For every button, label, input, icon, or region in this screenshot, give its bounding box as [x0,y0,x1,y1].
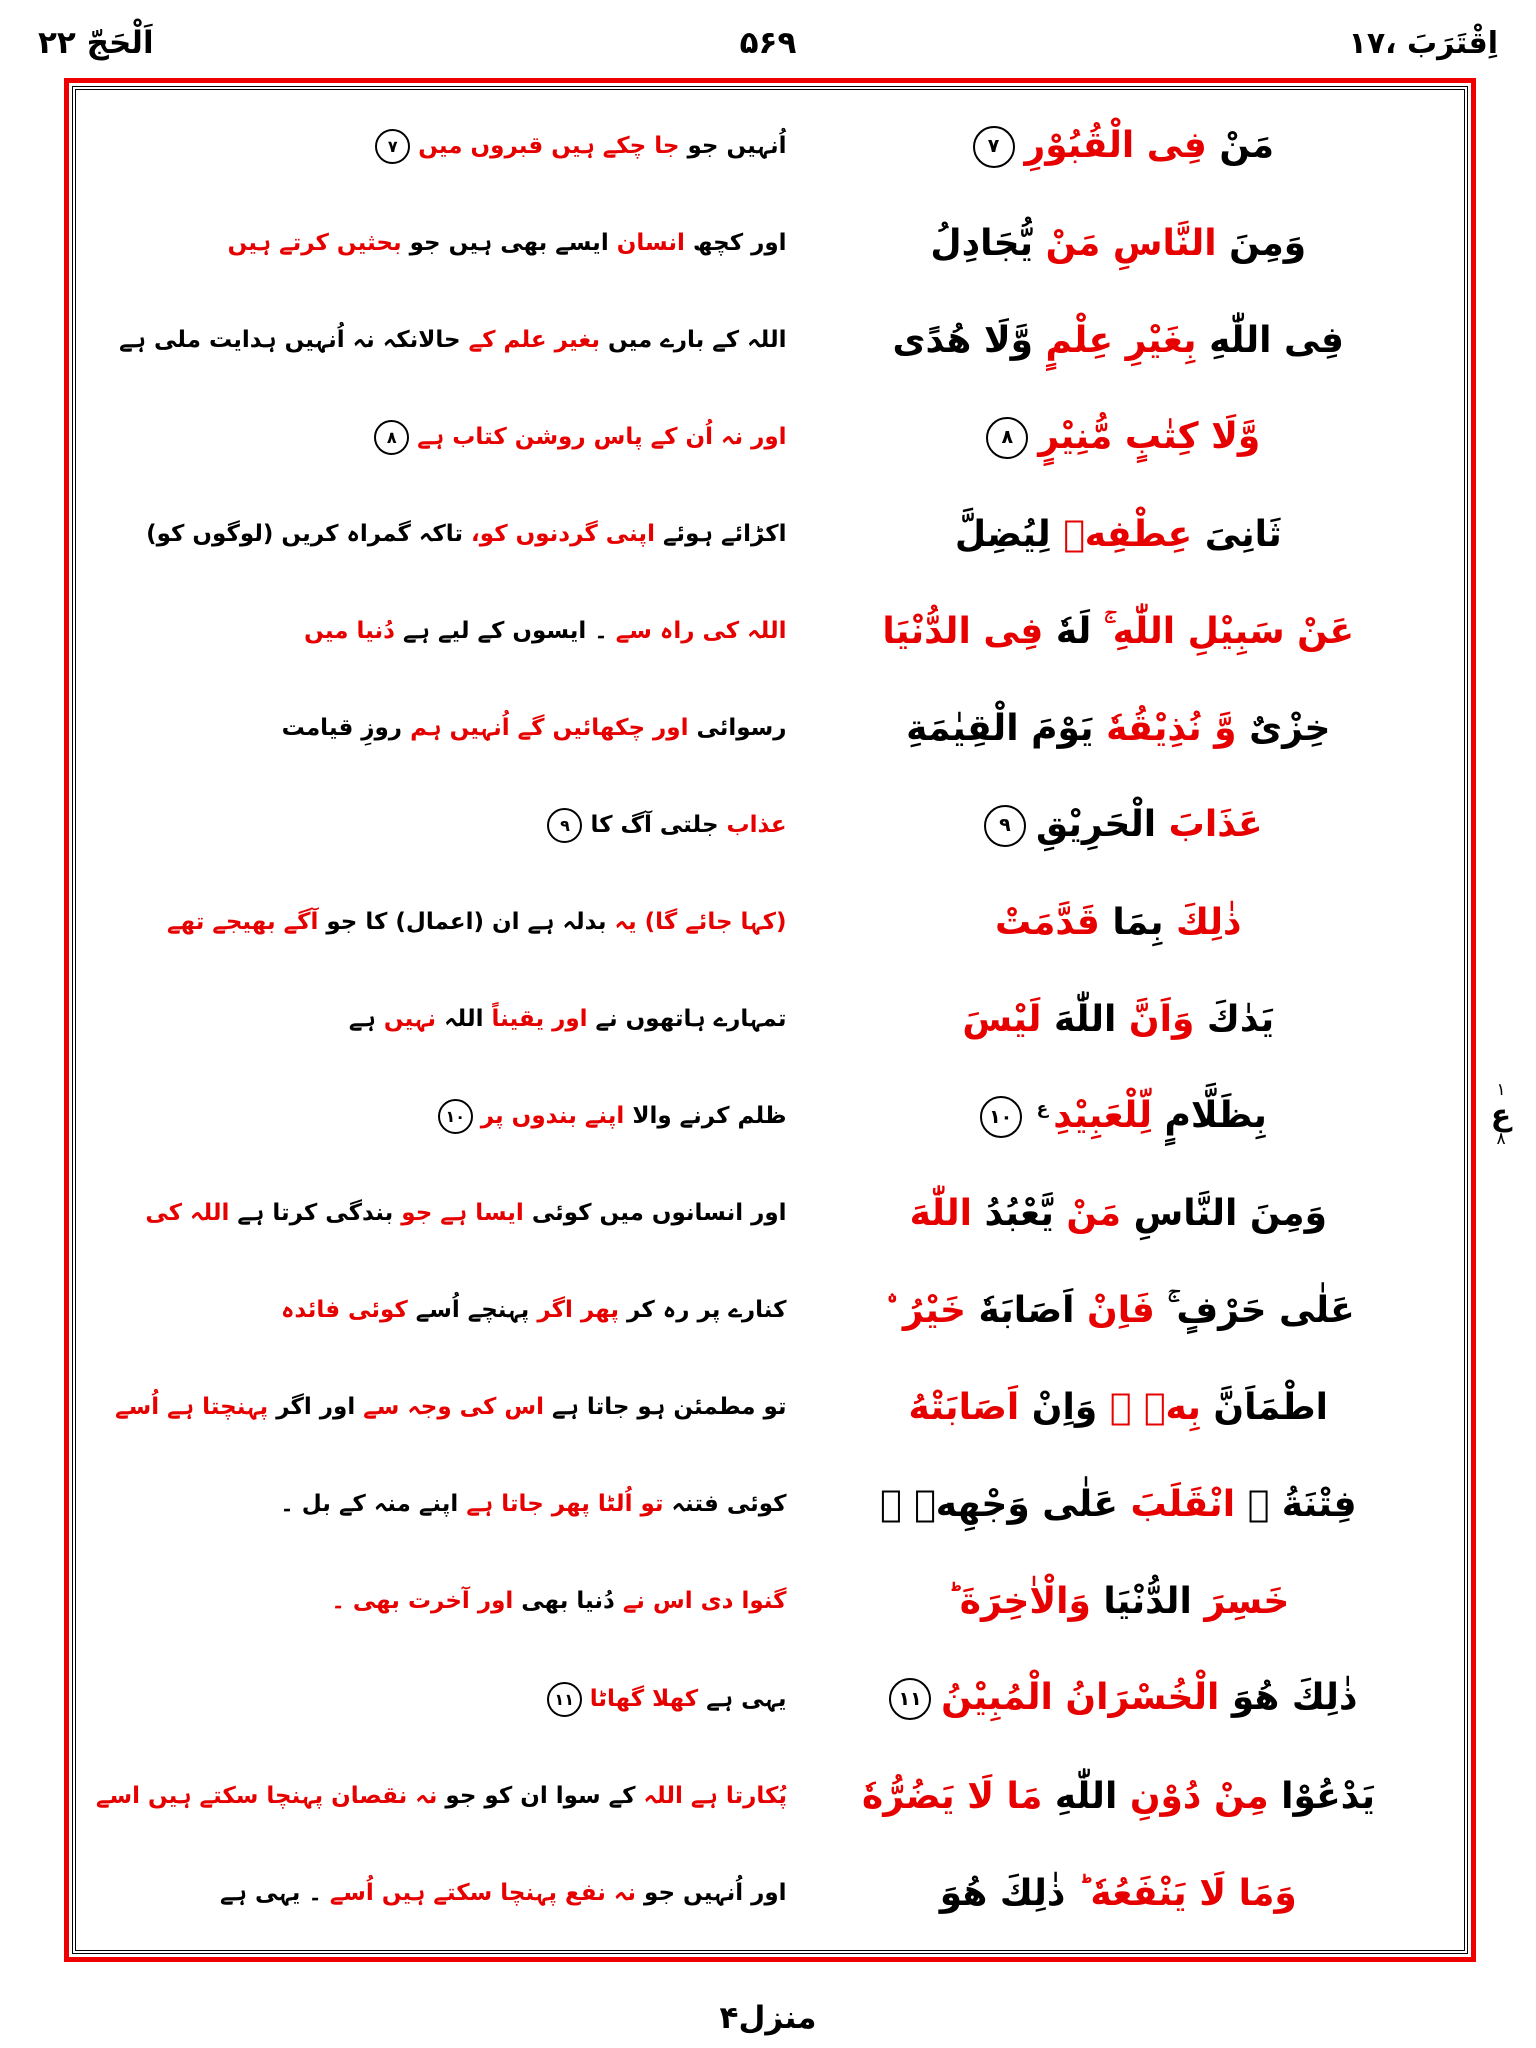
text-segment: اس کی وجہ سے [355,1394,544,1421]
text-segment: ذٰلِكَ هُوَ [1219,1677,1358,1719]
text-segment: انسان [608,229,685,256]
text-segment: حالانکہ نہ اُنہیں ہدایت ملی ہے [119,326,461,353]
text-segment: لِّلْعَبِیْدِ [1053,1094,1153,1136]
verse-row [90,777,1450,874]
text-segment: دُنیا بھی [513,1588,615,1615]
text-segment: عَنْ سَبِیْلِ اللّٰهِ ۚ [1091,610,1355,652]
text-segment: وَمَا لَا یَنْفَعُهٗ ؕ [1065,1872,1297,1914]
urdu-translation-line [90,909,787,937]
text-segment: اللّٰهَ [1041,999,1117,1041]
arabic-line [787,1582,1450,1622]
text-segment: وَّ نُذِیْقُهٗ [1093,708,1237,749]
text-segment: مَنْ [1206,124,1275,166]
text-segment: نہ نفع پہنچا سکتے ہیں اُسے [321,1879,637,1906]
urdu-translation-line [90,1394,787,1422]
verse-row [90,1845,1450,1942]
ayah-marker: ٨ [986,417,1028,459]
urdu-translation-line [90,327,787,355]
text-segment: لَیْسَ [962,999,1042,1041]
text-segment: عَلٰی وَجْهِهٖ ۚ [880,1484,1118,1526]
text-segment: ظلم کرنے والا [624,1103,787,1130]
juz-title: اِقْتَرَبَ ،۱۷ [1348,25,1498,61]
text-segment: الدُّنْیَا [1090,1581,1192,1623]
text-segment: خَسِرَ [1191,1581,1290,1623]
urdu-translation-line [90,1099,787,1134]
text-segment: بِهٖ ۚ [1097,1387,1201,1429]
arabic-line [787,126,1450,168]
verse-row [90,195,1450,292]
ruku-marker [1478,1082,1524,1149]
text-segment: اور چکھائیں گے اُنہیں ہم [402,715,689,741]
text-segment: اکڑائے ہوئے [654,520,787,547]
verse-row [90,1748,1450,1845]
text-segment: بندگی کرتا ہے [229,1200,394,1227]
manzil-label: منزل۴ [719,2000,817,2036]
urdu-translation-line [90,1880,787,1908]
text-segment: پُکارتا ہے اللہ [635,1782,788,1809]
text-segment: تو اُلٹا پھر جاتا ہے [458,1491,664,1518]
text-segment: وَاِنْ [1019,1387,1098,1429]
verse-row [90,1554,1450,1651]
ain-icon: ع [1490,1097,1512,1133]
text-segment: اپنی گردنوں کو، [463,520,655,547]
text-segment: اُنہیں جو [679,133,787,160]
ayah-marker: ١٠ [980,1096,1022,1138]
text-segment: اللہ کے بارے میں [599,326,787,353]
text-segment: اللّٰهَ [909,1193,972,1235]
ayah-marker: ٩ [984,805,1026,847]
text-segment: بِمَا [1099,902,1164,944]
ayah-marker: ٧ [375,129,410,164]
ayah-marker: ١١ [889,1678,931,1720]
text-segment: یہی ہے [698,1685,787,1712]
text-segment: وَّلَا كِتٰبٍ مُّنِیْرٍ [1038,415,1261,457]
arabic-line [787,805,1450,847]
text-segment: اللہ کی راہ سے [607,617,787,644]
text-segment: خَیْرُ ۨ [881,1290,966,1332]
text-segment: مِنْ دُوْنِ [1117,1775,1269,1817]
text-segment: ذٰلِكَ هُوَ [939,1872,1066,1914]
text-segment: نہ نقصان پہنچا سکتے ہیں اسے [96,1782,438,1809]
ruku-number-bottom: ۸ [1496,1129,1506,1150]
urdu-translation-line [90,1297,787,1325]
text-segment: الْحَرِیْقِ [1035,803,1157,845]
ayah-marker: ١١ [547,1682,582,1717]
urdu-translation-line [90,230,787,258]
text-segment: بدلہ ہے ان (اعمال) کا جو [318,909,607,936]
arabic-line [787,1777,1450,1817]
text-segment: اور اُنہیں جو [636,1879,787,1906]
urdu-translation-line [90,618,787,646]
page-number: ۵۶۹ [739,25,797,61]
text-segment: خِزْیٌ [1236,708,1331,749]
urdu-translation-line [90,1588,787,1616]
verse-row [90,486,1450,583]
text-segment: (کہا جائے گا) یہ [606,909,787,936]
text-segment: کنارے پر رہ کر [619,1297,787,1324]
text-segment: وَّلَا هُدًی [892,319,1034,361]
text-segment: فِتْنَةُ ۨ [1235,1484,1357,1526]
urdu-translation-line [90,1006,787,1034]
text-segment: قَدَّمَتْ [995,902,1100,944]
text-segment: جلتی آگ کا [590,812,719,839]
text-segment: تو مطمئن ہو جاتا ہے [543,1394,787,1421]
verse-row [90,98,1450,195]
surah-title: اَلْحَجّ ٢٢ [37,25,154,61]
arabic-line [787,417,1450,459]
arabic-line [787,515,1450,555]
verse-row [90,1457,1450,1554]
text-segment: ذٰلِكَ [1163,902,1242,944]
ayah-marker: ١٠ [438,1099,473,1134]
text-segment: کوئی فتنہ [663,1491,787,1518]
text-segment: یَوْمَ الْقِیٰمَةِ [906,708,1094,749]
text-segment: یَدْعُوْا [1268,1775,1375,1817]
verse-row [90,1360,1450,1457]
text-segment: یَدٰكَ [1194,999,1275,1041]
text-segment: پہنچتا ہے اُسے [115,1394,269,1421]
arabic-line [787,1388,1450,1428]
verse-row [90,680,1450,777]
text-segment: پھر اگر [529,1297,620,1324]
arabic-line [787,1291,1450,1331]
text-segment: اطْمَاَنَّ [1200,1387,1329,1429]
text-segment: بغیر علم کے [460,326,600,353]
text-segment: نہیں [375,1006,437,1033]
ayah-marker: ٨ [374,420,409,455]
text-segment: جا چکے ہیں قبروں میں [418,133,680,160]
arabic-line [787,1485,1450,1525]
text-segment: وَالْاٰخِرَةَ ؕ [947,1581,1091,1623]
arabic-line [787,1096,1450,1138]
urdu-translation-line [90,1200,787,1228]
text-segment: کوئی فائدہ [280,1297,408,1324]
text-segment: اور نہ اُن کے پاس روشن کتاب ہے [417,424,787,451]
text-segment: اَصَابَهٗ [965,1290,1075,1332]
text-segment: اپنے منہ کے بل ۔ [280,1491,459,1518]
ayah-marker: ٩ [547,808,582,843]
text-segment: ۔ ایسوں کے لیے ہے [394,617,608,644]
text-segment: اور انسانوں میں کوئی [523,1200,787,1227]
verses-container [72,86,1468,1954]
text-segment: کھلا گھاٹا [589,1685,699,1712]
text-segment: اپنے بندوں پر [480,1103,625,1130]
text-segment: اَصَابَتْهُ [908,1387,1020,1429]
verse-row [90,1068,1450,1165]
arabic-line [787,224,1450,264]
verse-row [90,971,1450,1068]
text-segment: گنوا دی اس نے [614,1588,787,1615]
text-segment: مَا لَا یَضُرُّهٗ [862,1775,1043,1817]
text-segment: بِظَلَّامٍ [1152,1094,1267,1136]
verse-row [90,1166,1450,1263]
text-segment: بحثیں کرتے ہیں [227,229,402,256]
arabic-line [787,903,1450,943]
text-segment: اور کچھ [684,229,787,256]
text-segment: کے سوا ان کو جو [437,1782,636,1809]
text-segment: ۔ یہی ہے [220,1879,322,1906]
urdu-translation-line [90,1682,787,1717]
text-segment: وَمِنَ [1216,222,1307,264]
text-segment: آگے بھیجے تھے [167,909,319,936]
text-segment: وَاَنَّ [1116,999,1195,1041]
text-segment: پہنچے اُسے [407,1297,530,1324]
text-segment: لِیُضِلَّ [954,513,1051,555]
text-segment: اور اگر [268,1394,356,1421]
text-segment: مَنْ [1053,1193,1122,1235]
text-segment: وَمِنَ النَّاسِ [1121,1193,1327,1235]
text-segment: اللہ [436,1006,484,1033]
urdu-translation-line [90,1783,787,1811]
text-segment: ایسے بھی ہیں جو [401,229,609,256]
text-segment: ایسا ہے جو [393,1200,524,1227]
arabic-line [787,1678,1450,1720]
text-segment: روزِ قیامت [281,715,403,741]
verse-row [90,292,1450,389]
text-segment: اللّٰهِ [1042,1775,1118,1817]
text-segment: عذاب [718,812,787,839]
page-frame [64,78,1476,1962]
ruku-end-mark: ع [1036,1098,1049,1119]
arabic-line [787,321,1450,361]
text-segment: فِی الْقُبُوْرِ [1024,124,1207,166]
arabic-line [787,1874,1450,1914]
text-segment: رسوائی [688,715,787,741]
text-segment: فَاِنْ [1074,1290,1155,1332]
text-segment: الْخُسْرَانُ الْمُبِیْنُ [941,1677,1220,1719]
verse-row [90,874,1450,971]
arabic-line [787,1194,1450,1234]
urdu-translation-line [90,1491,787,1519]
verse-row [90,389,1450,486]
page-header [38,12,1498,74]
arabic-line [787,709,1450,749]
urdu-translation-line [90,129,787,164]
verse-row [90,583,1450,680]
text-segment: فِی اللّٰهِ [1196,319,1344,361]
text-segment: عِطْفِهٖ [1050,513,1193,555]
text-segment: فِی الدُّنْیَا [882,610,1044,652]
text-segment: لَهٗ [1043,610,1092,652]
text-segment: عَلٰی حَرْفٍ ۚ [1154,1290,1355,1332]
text-segment: تاکہ گمراہ کریں (لوگوں کو) [146,520,464,547]
text-segment: ہے [348,1006,376,1033]
text-segment: النَّاسِ مَنْ [1033,222,1217,264]
urdu-translation-line [90,808,787,843]
arabic-line [787,1000,1450,1040]
text-segment: دُنیا میں [304,617,395,644]
text-segment: اللہ کی [145,1200,230,1227]
text-segment: تمہارے ہاتھوں نے [587,1006,787,1033]
arabic-line [787,612,1450,652]
urdu-translation-line [90,420,787,455]
text-segment: ثَانِیَ [1192,513,1282,555]
verse-row [90,1263,1450,1360]
text-segment: عَذَابَ [1156,803,1263,845]
ayah-marker: ٧ [973,126,1015,168]
verse-row [90,1651,1450,1748]
text-segment: انْقَلَبَ [1117,1484,1236,1526]
text-segment: یَّعْبُدُ [971,1193,1054,1235]
text-segment: اور یقیناً [483,1006,588,1033]
text-segment: بِغَیْرِ عِلْمٍ [1033,319,1197,361]
ruku-number-top: ۱ [1496,1080,1506,1100]
urdu-translation-line [90,715,787,743]
urdu-translation-line [90,521,787,549]
text-segment: یُّجَادِلُ [930,222,1034,264]
text-segment: اور آخرت بھی ۔ [331,1588,514,1615]
